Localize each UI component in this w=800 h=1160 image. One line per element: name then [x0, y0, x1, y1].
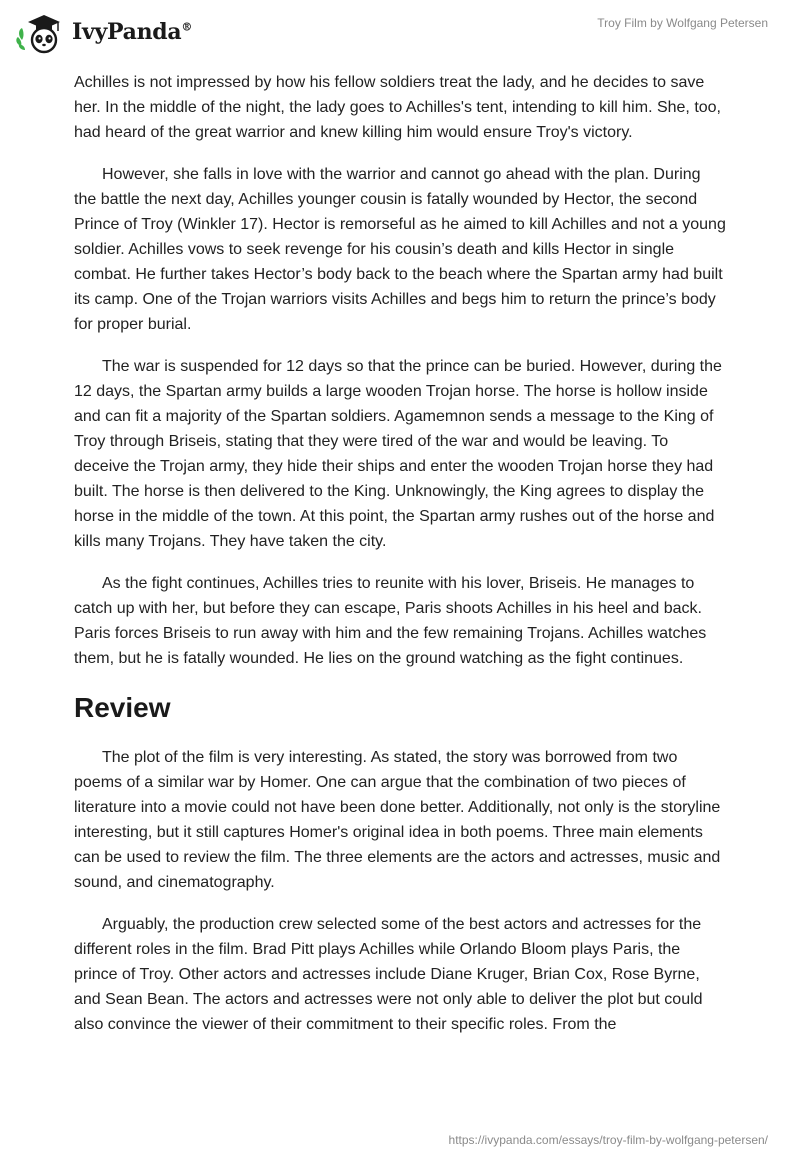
- essay-body: [74, 70, 726, 1054]
- registered-mark: ®: [181, 20, 193, 34]
- paragraph: However, she falls in love with the warrior and cannot go ahead with the plan. During the battle the next day, Achilles younger cousin is fatally wounded by Hector, the second Prince of Troy (Winkler 17). Hector is remorseful as he aimed to kill Achilles and not a young soldier. Achilles vows to seek revenge for his cousin’s death and kills Hector in single combat. He further takes Hector’s body back to the beach where the Spartan army had built its camp. One of the Trojan warriors visits Achilles and begs him to return the prince’s body for proper burial.: [74, 166, 726, 333]
- paragraph: Achilles is not impressed by how his fellow soldiers treat the lady, and he decides to save her. In the middle of the night, the lady goes to Achilles's tent, intending to kill him. She, too, had heard of the great warrior and knew killing him would ensure Troy's victory.: [74, 74, 721, 141]
- page-header: [0, 0, 800, 60]
- paragraph: The war is suspended for 12 days so that the prince can be buried. However, during the 12 days, the Spartan army builds a large wooden Trojan horse. The horse is hollow inside and can fit a majority of the Spartan soldiers. Agamemnon sends a message to the King of Troy through Briseis, stating that they were tired of the war and would be leaving. To deceive the Trojan army, they hide their ships and enter the wooden Trojan horse they had built. The horse is then delivered to the King. Unknowingly, the King agrees to display the horse in the middle of the town. At this point, the Spartan army rushes out of the horse and kills many Trojans. They have taken the city.: [74, 358, 722, 550]
- paragraph: The plot of the film is very interesting. As stated, the story was borrowed from two poems of a similar war by Homer. One can argue that the combination of two pieces of literature into a movie could not have been done better. Additionally, not only is the storyline interesting, but it still captures Homer's original idea in both poems. Three main elements can be used to review the film. The three elements are the actors and actresses, music and sound, and cinematography.: [74, 749, 721, 891]
- section-heading-review: Review: [74, 692, 171, 723]
- brand-name-text: IvyPanda: [72, 19, 182, 45]
- paragraph: Arguably, the production crew selected some of the best actors and actresses for the different roles in the film. Brad Pitt plays Achilles while Orlando Bloom plays Paris, the prince of Troy. Other actors and actresses include Diane Kruger, Brian Cox, Rose Byrne, and Sean Bean. The actors and actresses were not only able to deliver the plot but could also convince the viewer of their commitment to their specific roles. From the: [74, 916, 703, 1033]
- brand-name: [72, 19, 192, 45]
- panda-graduate-logo-icon: [16, 10, 64, 54]
- source-url-link[interactable]: https://ivypanda.com/essays/troy-film-by-wolfgang-petersen/: [448, 1133, 768, 1147]
- paragraph: As the fight continues, Achilles tries to reunite with his lover, Briseis. He manages to catch up with her, but before they can escape, Paris shoots Achilles in his heel and back. Paris forces Briseis to run away with him and the few remaining Trojans. Achilles watches them, but he is fatally wounded. He lies on the ground watching as the fight continues.: [74, 575, 707, 667]
- ivypanda-logo[interactable]: [16, 10, 192, 54]
- document-title: Troy Film by Wolfgang Petersen: [597, 16, 768, 30]
